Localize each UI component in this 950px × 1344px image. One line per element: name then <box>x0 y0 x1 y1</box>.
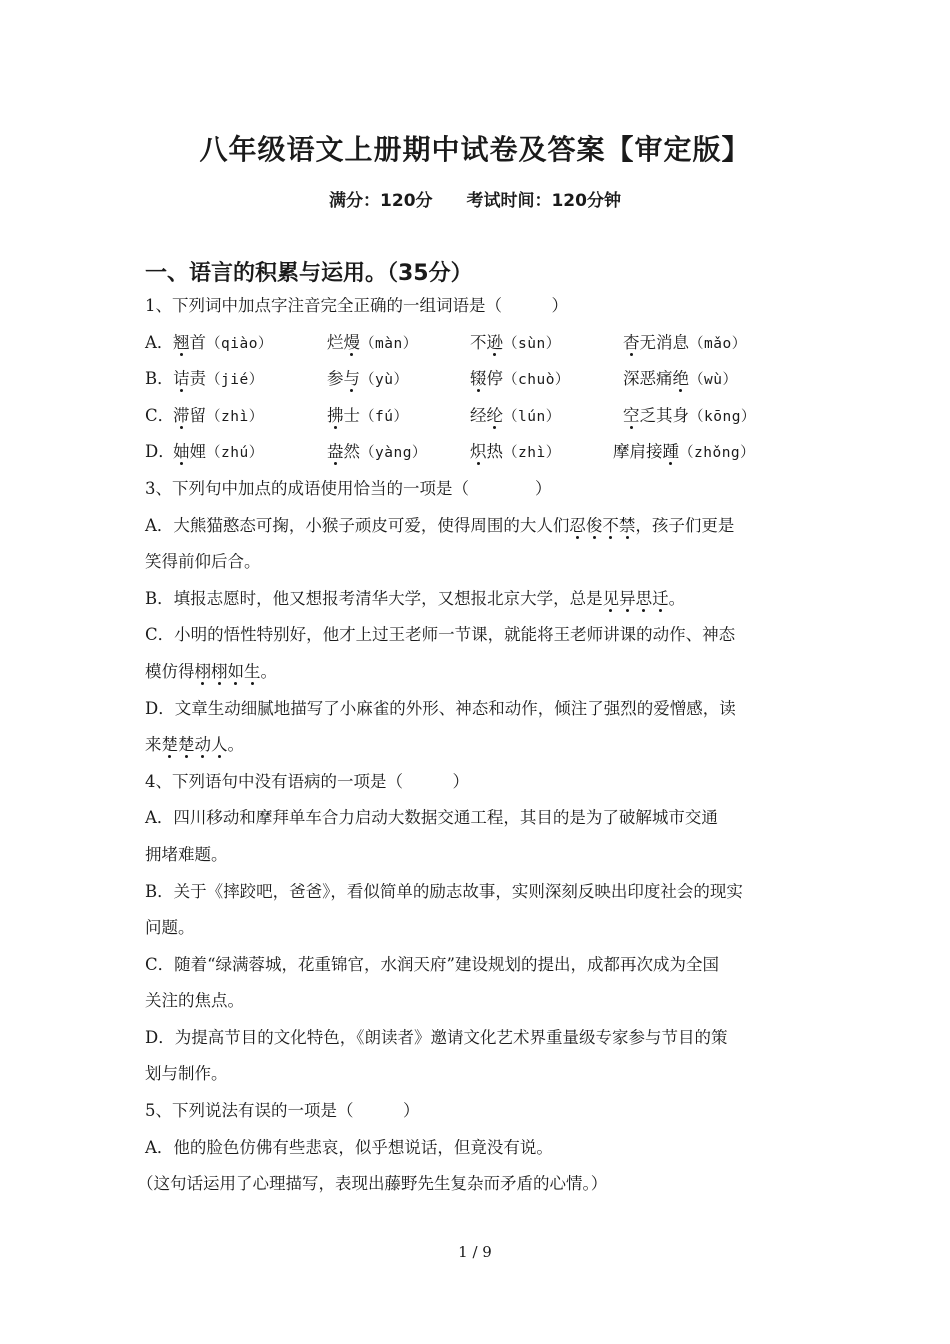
dotted-character: 杳 <box>623 332 640 352</box>
word-item <box>173 403 264 430</box>
dotted-character: 忍 <box>569 515 586 535</box>
q1-option-b <box>145 366 810 403</box>
full-score: 满分：120分 <box>329 191 433 211</box>
dotted-character: 栩 <box>211 661 228 681</box>
dotted-character: 妯 <box>173 442 190 462</box>
option-label: C． <box>145 405 175 425</box>
pinyin: （fú） <box>360 408 409 425</box>
word-item <box>623 330 747 357</box>
option-label: A． <box>145 332 174 352</box>
question-content <box>137 293 810 1208</box>
word-item <box>470 439 561 466</box>
dotted-character: 空 <box>623 405 640 425</box>
dotted-character: 人 <box>211 735 228 755</box>
q5-stem: 5、下列说法有误的一项是（ ） <box>145 1101 420 1121</box>
dotted-character: 迁 <box>652 588 669 608</box>
q1-option-c <box>145 403 810 440</box>
q3-option-d-line2: 来楚楚动人。 <box>145 735 244 755</box>
dotted-character: 炽 <box>470 442 487 462</box>
dotted-character: 盎 <box>327 442 344 462</box>
dotted-character: 楚 <box>161 735 178 755</box>
pinyin: （mǎo） <box>689 335 747 352</box>
dotted-character: 思 <box>635 588 653 608</box>
dotted-character: 翘 <box>173 332 190 352</box>
word-text: 然 <box>343 442 360 462</box>
dotted-character: 辍 <box>470 369 487 389</box>
dotted-idiom <box>195 662 261 681</box>
pinyin: （zhǒng） <box>679 445 756 462</box>
dotted-idiom <box>569 516 635 535</box>
word-text: 摩肩接 <box>613 442 663 462</box>
dotted-character: 俊 <box>585 515 603 535</box>
q1-option-a <box>145 330 810 367</box>
q3-option-a-line2: 笑得前仰后合。 <box>145 552 261 572</box>
q3-option-b: B．填报志愿时，他又想报考清华大学，又想报北京大学，总是见异思迁。 <box>145 588 686 608</box>
pinyin: （màn） <box>360 335 418 352</box>
dotted-character: 栩 <box>194 661 211 681</box>
q4-option-c-line2: 关注的焦点。 <box>145 991 244 1011</box>
pinyin: （sùn） <box>503 335 561 352</box>
q4-stem: 4、下列语句中没有语病的一项是（ ） <box>145 771 469 791</box>
dotted-character: 禁 <box>618 515 636 535</box>
word-text: 娌 <box>189 442 206 462</box>
pinyin: （zhì） <box>206 408 264 425</box>
page-title: 八年级语文上册期中试卷及答案【审定版】 <box>199 133 751 166</box>
word-text: 经 <box>470 405 487 425</box>
word-item <box>173 330 273 357</box>
dotted-character: 熳 <box>343 332 360 352</box>
word-item <box>470 330 561 357</box>
q4-option-a-line2: 拥堵难题。 <box>145 844 228 864</box>
word-text: 无消息 <box>639 332 689 352</box>
dotted-character: 不 <box>602 515 619 535</box>
dotted-character: 绝 <box>672 369 689 389</box>
pinyin: （wù） <box>689 372 738 389</box>
word-text: 责 <box>189 369 206 389</box>
dotted-character: 纶 <box>486 405 503 425</box>
pinyin: （qiào） <box>206 335 273 352</box>
word-text: 深恶痛 <box>623 369 673 389</box>
dotted-character: 楚 <box>178 735 195 755</box>
word-item <box>327 366 408 393</box>
pinyin: （kōng） <box>689 408 756 425</box>
q4-option-b-line1: B．关于《摔跤吧，爸爸》，看似简单的励志故事，实则深刻反映出印度社会的现实 <box>145 881 743 901</box>
q3-option-c-line1: C．小明的悟性特别好，他才上过王老师一节课，就能将王老师讲课的动作、神态 <box>145 625 736 645</box>
exam-time: 考试时间：120分钟 <box>466 191 621 211</box>
dotted-character: 生 <box>244 661 261 681</box>
word-text: 不 <box>470 332 487 352</box>
section-heading: 一、语言的积累与运用。（35分） <box>145 261 473 286</box>
dotted-character: 拂 <box>327 405 344 425</box>
dotted-character: 见 <box>602 588 620 608</box>
dotted-character: 异 <box>619 588 636 608</box>
word-text: 参 <box>327 369 344 389</box>
dotted-character: 动 <box>194 735 211 755</box>
dotted-character: 如 <box>227 661 244 681</box>
word-item <box>470 366 570 393</box>
pinyin: （jié） <box>206 372 264 389</box>
word-item <box>623 403 756 430</box>
exam-info <box>0 186 950 211</box>
q3-stem: 3、下列句中加点的成语使用恰当的一项是（ ） <box>145 478 552 498</box>
q4-option-b-line2: 问题。 <box>145 918 195 938</box>
q1-options <box>145 330 810 476</box>
word-item <box>623 366 737 393</box>
dotted-character: 踵 <box>662 442 679 462</box>
word-text: 首 <box>189 332 206 352</box>
q5-option-a-line1: A．他的脸色仿佛有些悲哀，似乎想说话，但竟没有说。 <box>145 1137 553 1157</box>
dotted-character: 与 <box>343 369 360 389</box>
word-item <box>470 403 561 430</box>
word-item <box>613 439 755 466</box>
q4-option-c-line1: C．随着“绿满蓉城，花重锦官，水润天府”建设规划的提出，成都再次成为全国 <box>145 954 719 974</box>
word-item <box>327 330 418 357</box>
dotted-idiom <box>162 735 228 754</box>
page-number: 1 / 9 <box>458 1243 492 1261</box>
word-item <box>173 439 264 466</box>
word-text: 停 <box>486 369 503 389</box>
word-text: 烂 <box>327 332 344 352</box>
q1-option-d <box>145 439 810 476</box>
q4-option-d-line2: 划与制作。 <box>145 1064 228 1084</box>
q3-option-d-line1: D．文章生动细腻地描写了小麻雀的外形、神态和动作，倾注了强烈的爱憎感，读 <box>145 698 736 718</box>
q1-stem: 1、下列词中加点字注音完全正确的一组词语是（ ） <box>145 296 568 315</box>
word-text: 留 <box>189 405 206 425</box>
pinyin: （yàng） <box>360 445 427 462</box>
pinyin: （chuò） <box>503 372 570 389</box>
dotted-character: 逊 <box>486 332 503 352</box>
option-label: D． <box>145 442 175 462</box>
pinyin: （lún） <box>503 408 561 425</box>
q3-option-a-line1: A．大熊猫憨态可掬，小猴子顽皮可爱，使得周围的大人们忍俊不禁，孩子们更是 <box>145 515 735 535</box>
word-item <box>327 403 408 430</box>
word-text: 热 <box>486 442 503 462</box>
q3-option-c-line2: 模仿得栩栩如生。 <box>145 661 277 681</box>
q4-option-d-line1: D．为提高节目的文化特色，《朗读者》邀请文化艺术界重量级专家参与节目的策 <box>145 1027 728 1047</box>
dotted-idiom <box>603 589 669 608</box>
word-text: 士 <box>343 405 360 425</box>
dotted-character: 诘 <box>173 369 190 389</box>
option-label: B． <box>145 369 174 389</box>
word-text: 乏其身 <box>639 405 689 425</box>
q4-option-a-line1: A．四川移动和摩拜单车合力启动大数据交通工程，其目的是为了破解城市交通 <box>145 808 718 828</box>
q5-option-a-note: （这句话运用了心理描写，表现出藤野先生复杂而矛盾的心情。） <box>137 1174 608 1194</box>
word-item <box>173 366 264 393</box>
pinyin: （yù） <box>360 372 409 389</box>
dotted-character: 滞 <box>173 405 190 425</box>
pinyin: （zhú） <box>206 445 264 462</box>
word-item <box>327 439 427 466</box>
pinyin: （zhì） <box>503 445 561 462</box>
